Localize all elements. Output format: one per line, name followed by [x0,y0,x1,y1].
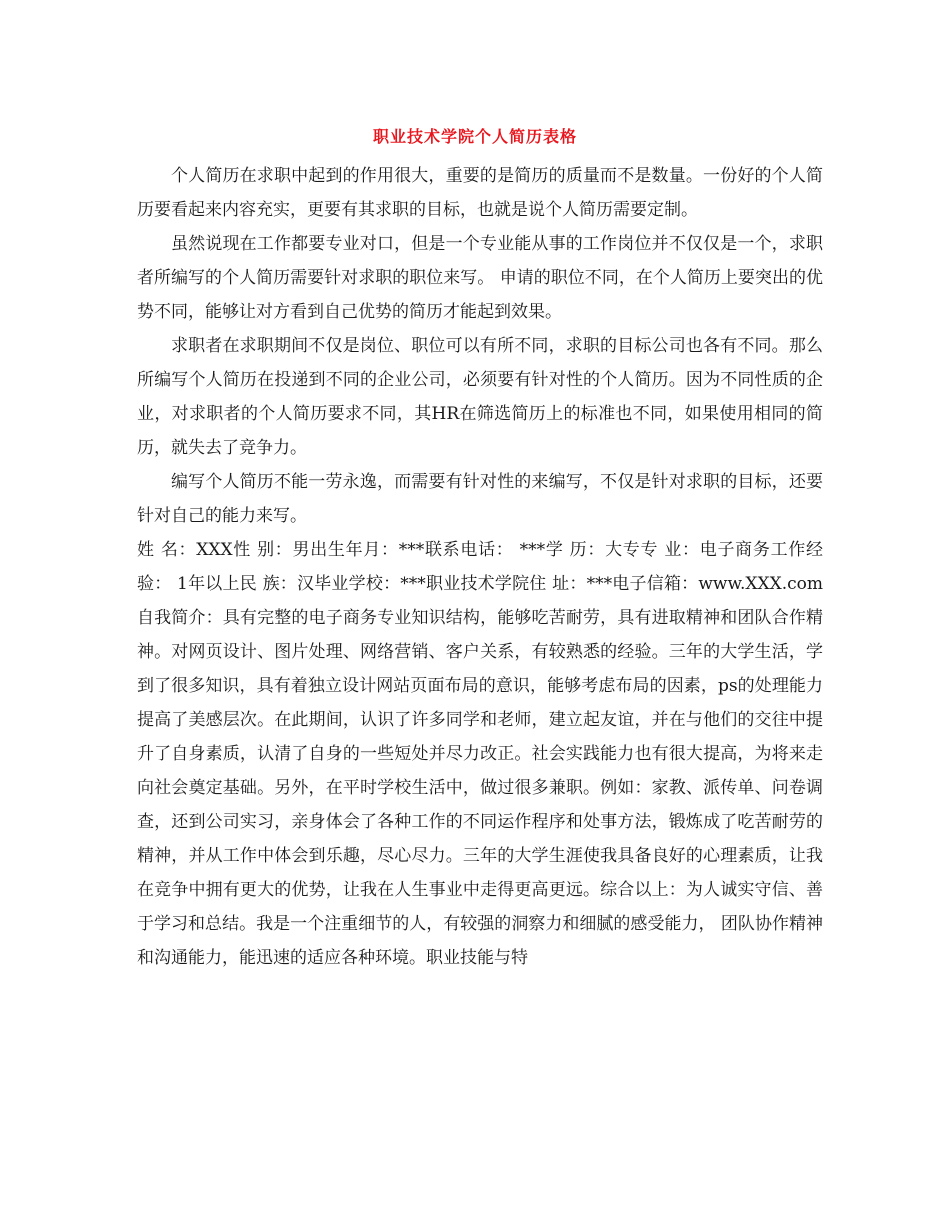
intro-paragraph-1: 个人简历在求职中起到的作用很大，重要的是简历的质量而不是数量。一份好的个人简历要看起来内容充实，更要有其求职的目标，也就是说个人简历需要定制。 [137,166,823,220]
document-title: 职业技术学院个人简历表格 [372,127,577,146]
resume-details-block: 姓 名：XXX性 别：男出生年月：***联系电话： ***学 历：大专专 业：电子商务工作经验： 1年以上民 族：汉毕业学校：***职业技术学院住 址：***电子信箱：www.XXX.com自我简介：具有完整的电子商务专业知识结构，能够吃苦耐劳，具有进取精神和团队合作精神。对网页设计、图片处理、网络营销、客户关系，有较熟悉的经验。三年的大学生活，学到了很多知识，具有着独立设计网站页面布局的意识，能够考虑布局的因素，ps的处理能力提高了美感层次。在此期间，认识了许多同学和老师，建立起友谊，并在与他们的交往中提升了自身素质，认清了自身的一些短处并尽力改正。社会实践能力也有很大提高，为将来走向社会奠定基础。另外，在平时学校生活中，做过很多兼职。例如：家教、派传单、问卷调查，还到公司实习，亲身体会了各种工作的不同运作程序和处事方法，锻炼成了吃苦耐劳的精神，并从工作中体会到乐趣，尽心尽力。三年的大学生涯使我具备良好的心理素质，让我在竞争中拥有更大的优势，让我在人生事业中走得更高更远。综合以上：为人诚实守信、善于学习和总结。我是一个注重细节的人，有较强的洞察力和细腻的感受能力， 团队协作精神和沟通能力，能迅速的适应各种环境。职业技能与特 [137,540,823,968]
intro-paragraph-3: 求职者在求职期间不仅是岗位、职位可以有所不同，求职的目标公司也各有不同。那么所编写个人简历在投递到不同的企业公司，必须要有针对性的个人简历。因为不同性质的企业，对求职者的个人简历要求不同，其HR在筛选简历上的标准也不同，如果使用相同的简历，就失去了竞争力。 [137,336,823,458]
intro-paragraph-4: 编写个人简历不能一劳永逸，而需要有针对性的来编写，不仅是针对求职的目标，还要针对自己的能力来写。 [137,472,823,526]
intro-paragraph-2: 虽然说现在工作都要专业对口，但是一个专业能从事的工作岗位并不仅仅是一个，求职者所编写的个人简历需要针对求职的职位来写。 申请的职位不同，在个人简历上要突出的优势不同，能够让对方看到自己优势的简历才能起到效果。 [137,234,823,322]
document-body [137,159,823,975]
